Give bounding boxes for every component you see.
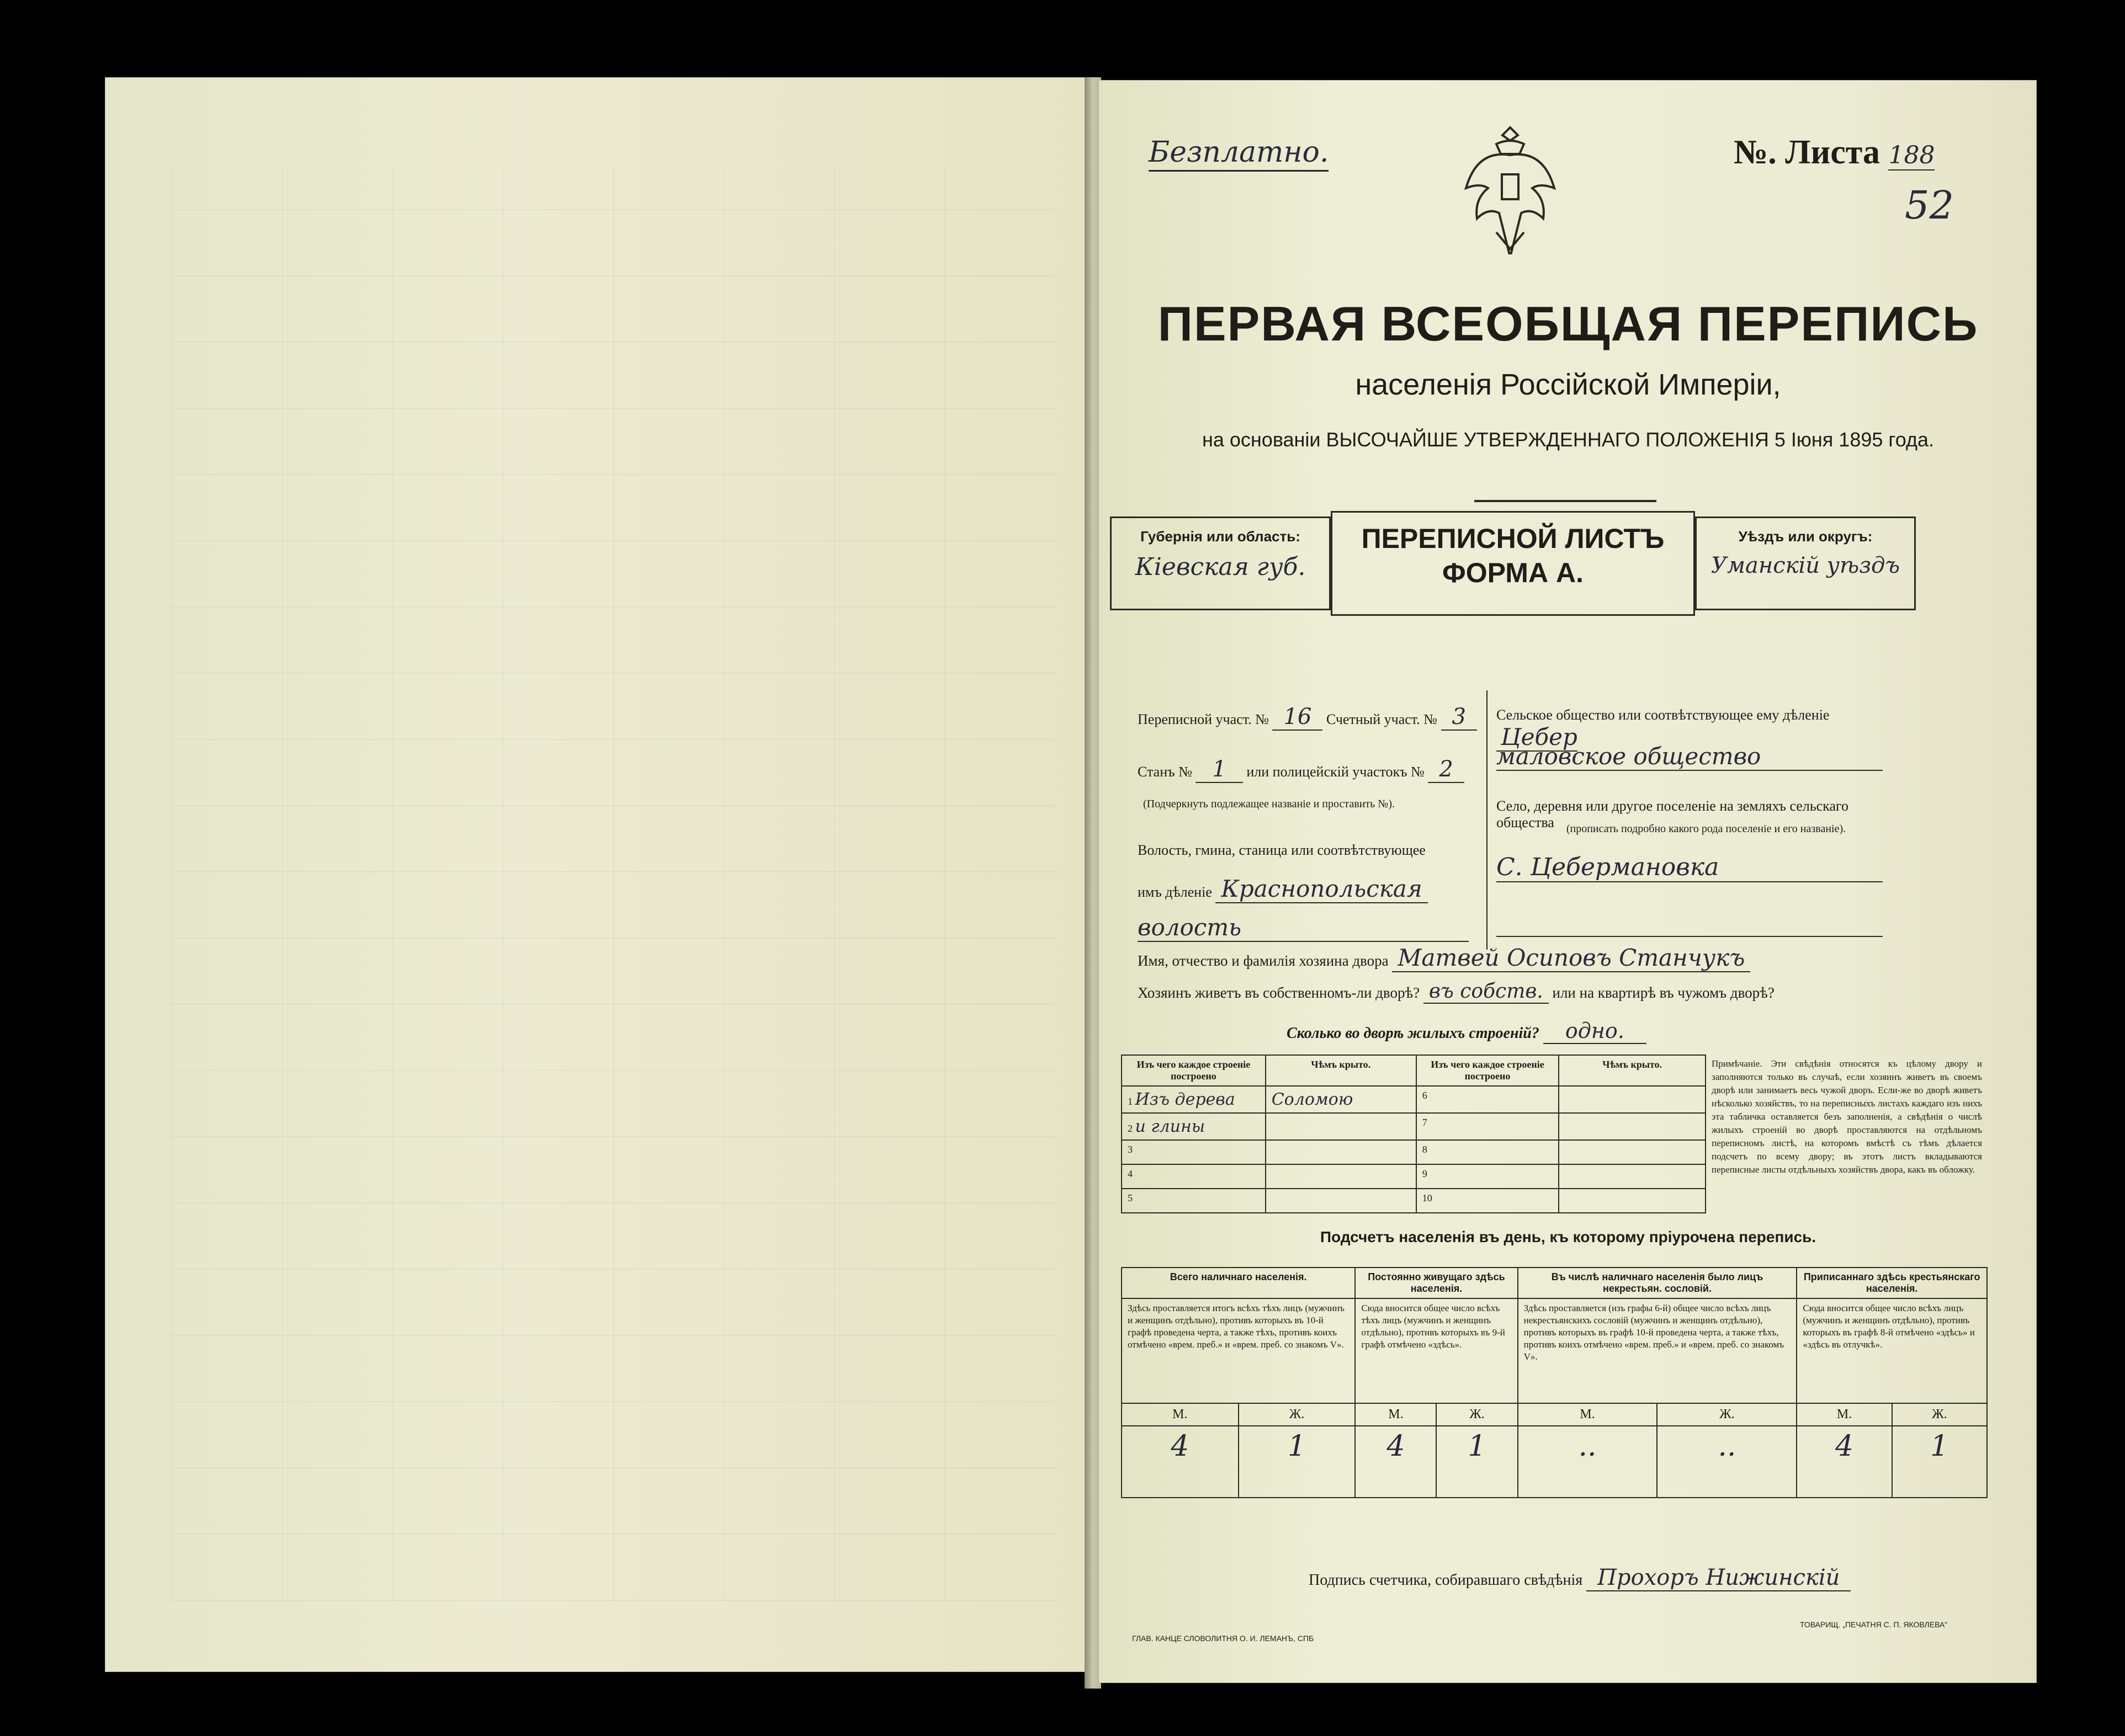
left-page-blank [105, 77, 1087, 1672]
count-value-female: 1 [1436, 1426, 1517, 1498]
col-roof-left: Чѣмъ крыто. [1266, 1055, 1416, 1086]
province-value: Кіевская губ. [1135, 553, 1306, 581]
sheet-number-field [1734, 133, 1935, 172]
village-value: С. Цебермановка [1496, 853, 1883, 882]
count-value-male: 4 [1355, 1426, 1436, 1498]
table-row [1122, 1140, 1706, 1164]
census-form-page [1098, 80, 2037, 1683]
count-value-female: 1 [1892, 1426, 1987, 1498]
count-value-female: .. [1657, 1426, 1797, 1498]
count-col-head-1: Всего наличнаго населенія. [1122, 1268, 1355, 1298]
printer-right: ТОВАРИЩ. „ПЕЧАТНЯ С. П. ЯКОВЛЕВА" [1800, 1620, 1948, 1629]
district-label: Уѣздъ или округъ: [1738, 528, 1873, 545]
buildings-value: одно. [1543, 1019, 1646, 1044]
row-cell-number: 10 [1416, 1189, 1559, 1213]
society-value-1: Цебер [1496, 723, 1577, 752]
count-section-value: 3 [1441, 704, 1477, 731]
row-cell-empty [1559, 1164, 1706, 1189]
district-value: Уманскій уѣздъ [1710, 553, 1900, 578]
page-corner-number: 52 [1905, 183, 1954, 228]
form-title: ПЕРЕПИСНОЙ ЛИСТЪ [1361, 523, 1665, 554]
count-col-head-2: Постоянно живущаго здѣсь населенія. [1355, 1268, 1517, 1298]
volost-line [1138, 875, 1491, 902]
signature-label: Подпись счетчика, собиравшаго свѣдѣнія [1309, 1572, 1583, 1589]
count-col-desc-2: Сюда вносится общее число всѣхъ тѣхъ лицъ (мужчинъ и женщинъ отдѣльно), противъ которыхъ въ 9-й графѣ отмѣчено «здѣсь». [1355, 1298, 1517, 1403]
village-blank-line [1496, 914, 1883, 937]
count-value-male: 4 [1797, 1426, 1892, 1498]
underline-note: (Подчеркнуть подлежащее названіе и проставить №). [1143, 798, 1395, 810]
buildings-table [1121, 1055, 1706, 1213]
volost-label-2: имъ дѣленіе [1138, 884, 1212, 900]
row-cell-number: 5 [1122, 1189, 1266, 1213]
census-section-label: Переписной участ. № [1138, 711, 1269, 727]
divider [1474, 500, 1656, 502]
row-cell-number: 4 [1122, 1164, 1266, 1189]
stan-label: Станъ № [1138, 764, 1192, 780]
male-label: М. [1122, 1403, 1239, 1426]
lives-label: Хозяинъ живетъ въ собственномъ-ли дворѣ? [1138, 984, 1420, 1001]
village-note: (прописать подробно какого рода поселеніе и его названіе). [1566, 823, 1846, 835]
row-cell-roof: Соломою [1266, 1086, 1416, 1113]
police-label: или полицейскій участокъ № [1246, 764, 1425, 780]
row-cell-roof [1266, 1164, 1416, 1189]
census-section-value: 16 [1272, 704, 1322, 731]
count-value-male: 4 [1122, 1426, 1239, 1498]
stan-line [1138, 757, 1491, 782]
col-material-left: Изъ чего каждое строеніе построено [1122, 1055, 1266, 1086]
count-col-desc-1: Здѣсь проставляется итогъ всѣхъ тѣхъ лицъ (мужчинъ и женщинъ отдѣльно), противъ которыхъ въ 10-й графѣ проведена черта, а также тѣхъ, противъ коихъ отмѣчено «врем. преб.» и «врем. преб. со знакомъ V». [1122, 1298, 1355, 1403]
row-cell-number: 3 [1122, 1140, 1266, 1164]
row-cell-roof [1266, 1140, 1416, 1164]
row-cell-empty [1559, 1140, 1706, 1164]
table-row [1122, 1164, 1706, 1189]
count-value-male: .. [1518, 1426, 1658, 1498]
col-material-right: Изъ чего каждое строеніе построено [1416, 1055, 1559, 1086]
owner-value: Матвей Осиповъ Станчукъ [1392, 944, 1750, 972]
row-cell-roof [1266, 1113, 1416, 1140]
female-label: Ж. [1239, 1403, 1356, 1426]
row-cell-roof [1266, 1189, 1416, 1213]
row-cell-number: 7 [1416, 1113, 1559, 1140]
column-divider-line [1486, 690, 1488, 950]
lives-value: въ собств. [1423, 980, 1549, 1004]
count-col-head-3: Въ числѣ наличнаго населенія было лицъ некрестьян. сословій. [1518, 1268, 1797, 1298]
table-row [1122, 1189, 1706, 1213]
male-label: М. [1355, 1403, 1436, 1426]
buildings-label: Сколько во дворѣ жилыхъ строеній? [1287, 1025, 1539, 1042]
volost-value-1: Краснопольская [1215, 875, 1427, 903]
count-value-female: 1 [1239, 1426, 1356, 1498]
subtitle: населенія Россійской Имперіи, [1355, 368, 1781, 401]
owner-label: Имя, отчество и фамилія хозяина двора [1138, 952, 1389, 969]
row-cell-number: 6 [1416, 1086, 1559, 1113]
female-label: Ж. [1436, 1403, 1517, 1426]
signature-value: Прохоръ Нижинскій [1586, 1565, 1851, 1591]
stan-value: 1 [1196, 757, 1242, 783]
society-label: Сельское общество или соотвѣтствующее ему дѣленіе [1496, 707, 1830, 723]
count-col-desc-3: Здѣсь проставляется (изъ графы 6-й) общее число всѣхъ лицъ некрестьянскихъ сословій (мужчинъ и женщинъ отдѣльно), противъ которыхъ въ графѣ 10-й проведена черта, а также тѣхъ, противъ коихъ отмѣчено «врем. преб.» и «врем. преб. со знакомъ V». [1518, 1298, 1797, 1403]
main-title: ПЕРВАЯ ВСЕОБЩАЯ ПЕРЕПИСЬ [1157, 296, 1979, 351]
count-section-title: Подсчетъ населенія въ день, къ которому пріурочена перепись. [1320, 1228, 1816, 1245]
owner-line [1138, 944, 1910, 971]
note-text: Примѣчаніе. Эти свѣдѣнія относятся къ цѣлому двору и заполняются только въ случаѣ, если хозяинъ живетъ въ своемъ дворѣ или занимаетъ весь чужой дворъ. Если-же во дворѣ живетъ нѣсколько хозяйствъ, то на переписныхъ листахъ каждаго изъ нихъ эта табличка оставляется безъ заполненія, а свѣдѣнія о числѣ жилыхъ строеній во дворѣ проставляются на отдѣльномъ переписномъ листѣ, на которомъ вмѣстѣ съ тѣмъ дѣлается подсчетъ по всему двору; въ этотъ листъ вкладываются переписные листы отдѣльныхъ хозяйствъ двора, какъ въ обложку. [1712, 1058, 1982, 1175]
printer-left: ГЛАВ. КАНЦЕ СЛОВОЛИТНЯ О. И. ЛЕМАНЪ, СПБ [1132, 1634, 1314, 1643]
volost-label-1: Волость, гмина, станица или соотвѣтствующее [1138, 842, 1426, 858]
row-cell-number: 8 [1416, 1140, 1559, 1164]
table-row [1122, 1086, 1706, 1113]
form-subtitle: ФОРМА А. [1442, 557, 1584, 588]
row-cell-number: 9 [1416, 1164, 1559, 1189]
apartment-label: или на квартирѣ въ чужомъ дворѣ? [1552, 984, 1775, 1001]
signature-line [1309, 1565, 1971, 1590]
sheet-number-label: №. Листа [1734, 134, 1880, 171]
census-section-line [1138, 704, 1491, 729]
province-label: Губернія или область: [1140, 528, 1300, 545]
show-through-grid [172, 166, 1055, 1601]
district-box [1695, 516, 1916, 610]
police-value: 2 [1428, 757, 1464, 783]
row-cell-empty [1559, 1189, 1706, 1213]
col-roof-right: Чѣмъ крыто. [1559, 1055, 1706, 1086]
row-cell-material: 1 Изъ дерева [1122, 1086, 1266, 1113]
form-title-box [1331, 511, 1695, 616]
male-label: М. [1518, 1403, 1658, 1426]
female-label: Ж. [1657, 1403, 1797, 1426]
row-cell-empty [1559, 1113, 1706, 1140]
buildings-line [1287, 1019, 1839, 1043]
society-value-2: маловское общество [1496, 743, 1883, 771]
table-row [1122, 1113, 1706, 1140]
village-label: Село, деревня или другое поселеніе на земляхъ сельскаго общества [1496, 798, 1849, 830]
province-box [1110, 516, 1331, 610]
count-section-label: Счетный участ. № [1326, 711, 1437, 727]
volost-value-2: волость [1138, 914, 1469, 942]
count-col-head-4: Приписаннаго здѣсь крестьянскаго населенія. [1797, 1268, 1987, 1298]
female-label: Ж. [1892, 1403, 1987, 1426]
sheet-number-value: 188 [1888, 141, 1935, 169]
count-col-desc-4: Сюда вносится общее число всѣхъ лицъ (мужчинъ и женщинъ отдѣльно), противъ которыхъ въ графѣ 8-й отмѣчено «здѣсь» и «здѣсь въ отлучкѣ». [1797, 1298, 1987, 1403]
row-cell-empty [1559, 1086, 1706, 1113]
basis-line: на основаніи ВЫСОЧАЙШЕ УТВЕРЖДЕННАГО ПОЛОЖЕНІЯ 5 Іюня 1895 года. [1202, 428, 1934, 451]
count-table [1121, 1267, 1988, 1498]
imperial-eagle-emblem [1458, 122, 1563, 254]
free-label: Безплатно. [1149, 136, 1329, 172]
lives-line [1138, 980, 1910, 1003]
row-cell-material: 2 и глины [1122, 1113, 1266, 1140]
male-label: М. [1797, 1403, 1892, 1426]
